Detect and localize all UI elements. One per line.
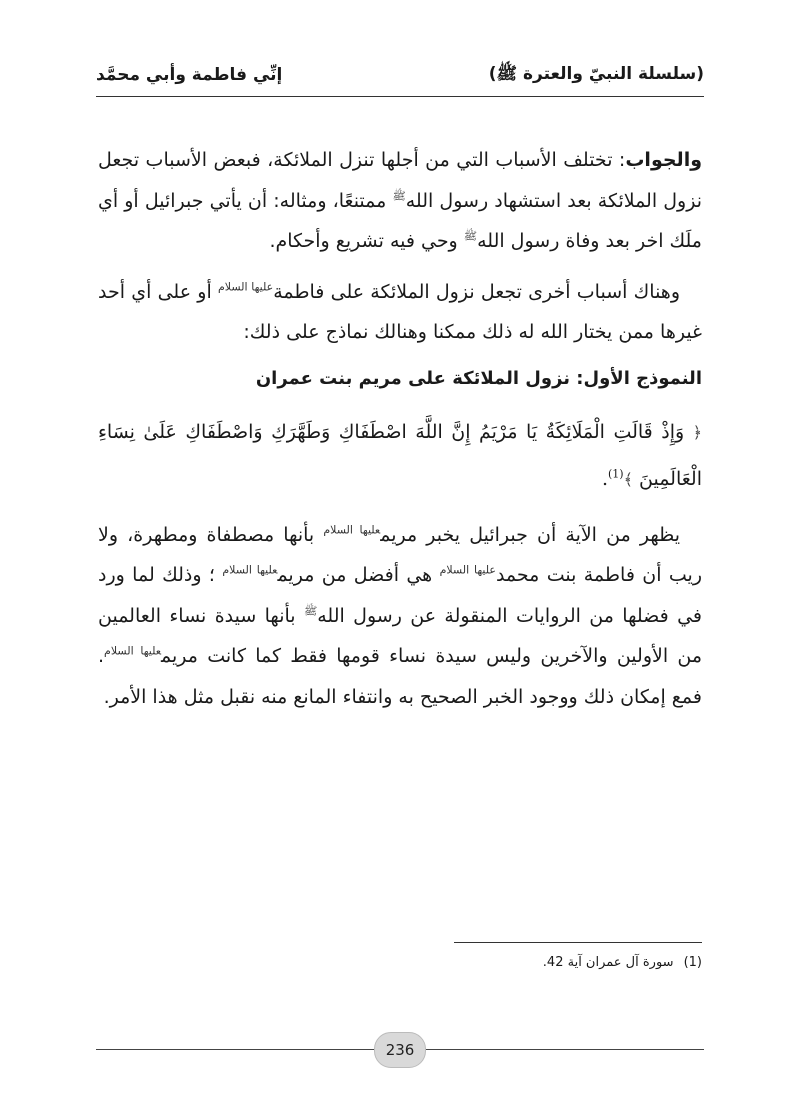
footnote-number: (1) <box>683 955 702 970</box>
paragraph-other-reasons <box>98 272 702 353</box>
ornate-bracket-close: ﴾ <box>623 469 633 489</box>
salawat-honorific: ﷺ <box>463 229 478 243</box>
interpretation-d: ؛ وذلك لما ورد في فضلها من الروايات المنقولة عن رسول الله <box>98 564 702 627</box>
salawat-honorific: ﷺ <box>303 604 318 618</box>
page-number: 236 <box>374 1032 426 1068</box>
header-divider <box>96 96 704 97</box>
answer-line1: : تختلف الأسباب التي من أجلها تنزل الملائكة، <box>267 149 626 171</box>
other-reasons-part2: أو على أي أحد غيرها ممن يختار الله له ذلك ممكنا وهنالك نماذج على ذلك: <box>98 280 702 343</box>
salawat-honorific: ﷺ <box>392 189 406 203</box>
footnote <box>543 955 702 970</box>
running-header <box>96 58 704 92</box>
alayha-honorific: عليها السلام <box>439 563 496 577</box>
alayha-honorific: عليها السلام <box>222 563 278 577</box>
footnote-reference: (1) <box>607 467 624 481</box>
series-title: (سلسلة النبيّ والعترة ﷺ) <box>488 63 704 84</box>
interpretation-a: يظهر من الآية أن جبرائيل يخبر مريم <box>380 523 680 546</box>
ornate-bracket-open: ﴿ <box>692 422 703 442</box>
page-number-bar <box>96 1030 704 1070</box>
answer-line2: فبعض الأسباب تجعل نزول الملائكة بعد استشهاد رسول الله <box>98 149 702 212</box>
alayha-honorific: عليها السلام <box>217 280 274 294</box>
quran-verse-text: وَإِذْ قَالَتِ الْمَلَائِكَةُ يَا مَرْيَمُ إِنَّ اللَّهَ اصْطَفَاكِ وَطَهَّرَكِ وَاصْطَفَاكِ عَلَىٰ نِسَاءِ الْعَالَمِينَ <box>98 420 702 490</box>
answer-line4: رسول الله <box>477 230 560 252</box>
paragraph-answer <box>98 140 702 262</box>
alayha-honorific: عليها السلام <box>104 644 162 658</box>
answer-line4-rest: وحي فيه تشريع وأحكام. <box>269 230 458 252</box>
interpretation-f: . فمع إمكان ذلك ووجود الخبر الصحيح به وانتفاء المانع منه نقبل مثل هذا الأمر. <box>98 645 702 708</box>
answer-lead: والجواب <box>625 149 703 171</box>
footnote-divider <box>454 942 702 943</box>
alayha-honorific: عليها السلام <box>323 523 381 537</box>
other-reasons-part1: وهناك أسباب أخرى تجعل نزول الملائكة على فاطمة <box>273 280 680 303</box>
interpretation-c: هي أفضل من مريم <box>277 564 433 586</box>
paragraph-interpretation <box>98 515 702 718</box>
section-heading: النموذج الأول: نزول الملائكة على مريم بنت عمران <box>255 367 702 389</box>
page-body <box>98 140 702 727</box>
answer-line3: ممتنعًا، ومثاله: أن يأتي جبرائيل أو أي ملَك اخر بعد وفاة <box>98 189 702 252</box>
interpretation-b: بأنها مصطفاة ومطهرة، ولا ريب أن فاطمة بنت محمد <box>98 523 702 586</box>
footnote-text: سورة آل عمران آية 42. <box>542 955 674 970</box>
book-title: إنِّي فاطمة وأبي محمَّد <box>96 65 283 85</box>
interpretation-e: بأنها سيدة نساء العالمين من الأولين والآخرين وليس سيدة نساء قومها فقط كما كانت مريم <box>98 604 702 667</box>
quran-verse: ﴿ وَإِذْ قَالَتِ الْمَلَائِكَةُ يَا مَرْيَمُ إِنَّ اللَّهَ اصْطَفَاكِ وَطَهَّرَكِ وَاصْطَفَاكِ عَلَىٰ نِسَاءِ الْعَالَمِينَ ﴾$^{(1)}$. <box>98 420 703 490</box>
